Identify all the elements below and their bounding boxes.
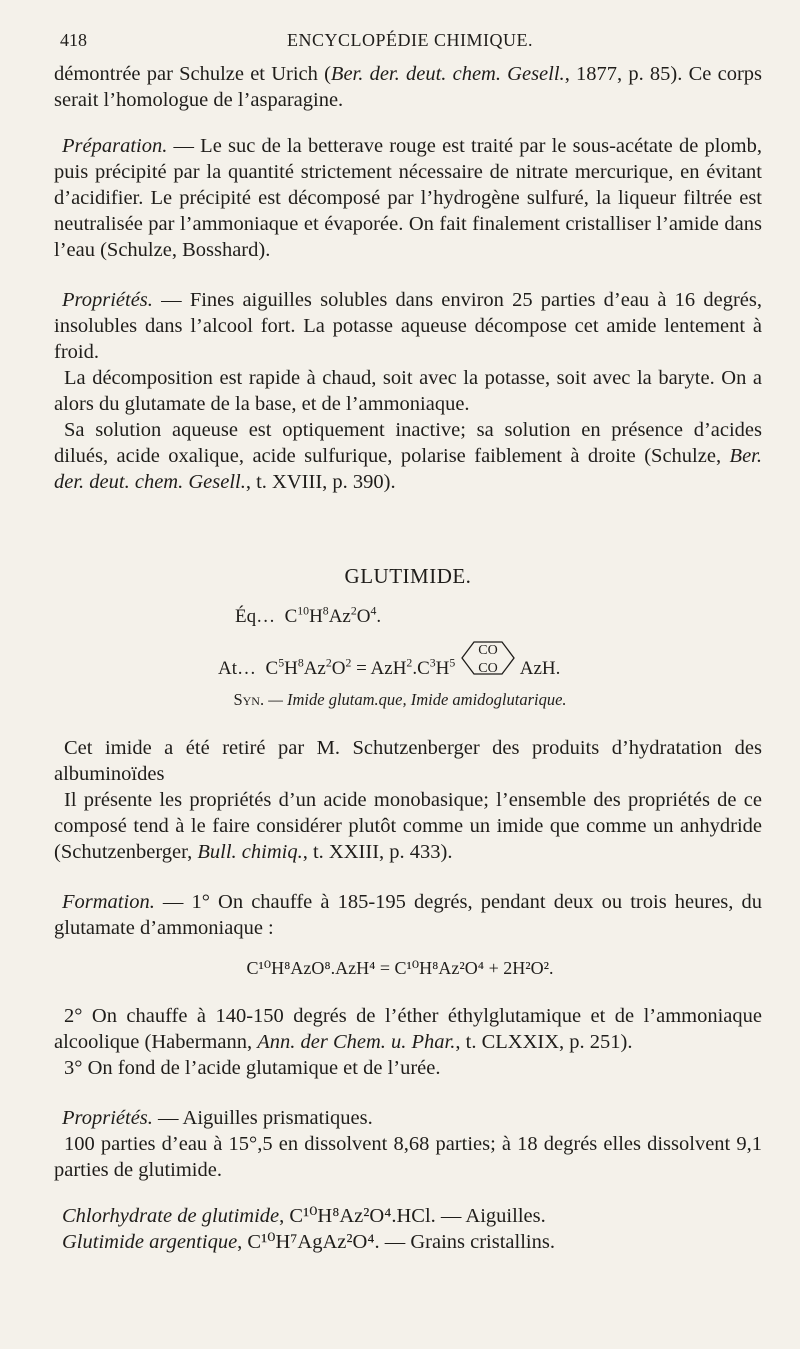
properties-2-paragraph-1: Propriétés. — Aiguilles prismatiques.	[62, 1107, 373, 1129]
co-top-label: CO	[478, 643, 498, 658]
citation: Ber. der. deut. chem. Gesell.	[330, 63, 565, 85]
page-number: 418	[60, 30, 87, 50]
main-text-block-2	[54, 735, 762, 941]
intro-paragraph: démontrée par Schulze et Urich (Ber. der. deut. chem. Gesell., 1877, p. 85). Ce corps serait l’homologue de l’asparagine.	[54, 63, 762, 111]
properties-paragraph-1: Propriétés. — Fines aiguilles solubles dans environ 25 parties d’eau à 16 degrés, insolubles dans l’alcool fort. La potasse aqueuse décompose cet amide lentement à froid.	[54, 289, 762, 363]
glutimide-heading-block	[54, 563, 762, 589]
imide-paragraph-1: Cet imide a été retiré par M. Schutzenberger des produits d’hydratation des albuminoïdes	[54, 737, 762, 785]
page-header	[60, 30, 760, 52]
main-text-block-1	[54, 61, 762, 495]
formation-label: Formation.	[62, 891, 155, 913]
ring-bracket-icon	[460, 636, 516, 680]
synonyms-line: Syn. — Imide glutam.que, Imide amidoglutarique.	[233, 690, 567, 709]
preparation-label: Préparation.	[62, 135, 168, 157]
argentique-line: Glutimide argentique, C¹⁰H⁷AgAz²O⁴. — Grains cristallins.	[62, 1231, 555, 1253]
chlorhydrate-label: Chlorhydrate de glutimide	[62, 1205, 280, 1227]
formation-paragraph-1: Formation. — 1° On chauffe à 185-195 degrés, pendant deux ou trois heures, du glutamate d’ammoniaque :	[54, 891, 762, 939]
citation: Ber. der. deut. chem. Gesell.	[54, 445, 762, 493]
imide-paragraph-2: Il présente les propriétés d’un acide monobasique; l’ensemble des propriétés de ce composé tend à le faire considérer plutôt comme un imide que comme un anhydride (Schutzenberger, Bull. chimiq., t. XXIII, p. 433).	[54, 789, 762, 863]
equivalent-formula: Éq… $C^{10}H^8Az^2O^4$.	[235, 604, 382, 627]
atomic-formula: At… $C^5H^8Az^2O^2 = AzH^2.C^3H^5$ CO CO AzH.	[218, 638, 560, 682]
main-text-block-3	[54, 1003, 762, 1255]
preparation-paragraph: Préparation. — Le suc de la betterave rouge est traité par le sous-acétate de plomb, puis précipité par la quantité strictement nécessaire de nitrate mercurique, en évitant d’acidifier. Le précipité est décomposé par l’hydrogène sulfuré, la liqueur filtrée est neutralisée par l’ammoniaque et évaporée. On fait finalement cristalliser l’amide dans l’eau (Schulze, Bosshard).	[54, 135, 762, 261]
co-bottom-label: CO	[478, 661, 498, 676]
properties-label: Propriétés.	[62, 289, 153, 311]
properties-paragraph-3: Sa solution aqueuse est optiquement inactive; sa solution en présence d’acides dilués, acide oxalique, acide sulfurique, polarise faiblement à droite (Schulze, Ber. der. deut. chem. Gesell., t. XVIII, p. 390).	[54, 419, 762, 493]
argentique-label: Glutimide argentique	[62, 1231, 238, 1253]
formation-paragraph-3: 3° On fond de l’acide glutamique et de l’urée.	[64, 1057, 441, 1079]
properties-2-paragraph-2: 100 parties d’eau à 15°,5 en dissolvent 8,68 parties; à 18 degrés elles dissolvent 9,1 parties de glutimide.	[54, 1133, 762, 1181]
citation: Bull. chimiq.	[197, 841, 303, 863]
reaction-equation: C¹⁰H⁸AzO⁸.AzH⁴ = C¹⁰H⁸Az²O⁴ + 2H²O².	[246, 958, 554, 978]
properties-label-2: Propriétés.	[62, 1107, 153, 1129]
running-title: ENCYCLOPÉDIE CHIMIQUE.	[287, 30, 533, 50]
formation-paragraph-2: 2° On chauffe à 140-150 degrés de l’éther éthylglutamique et de l’ammoniaque alcoolique (Habermann, Ann. der Chem. u. Phar., t. CLXXIX, p. 251).	[54, 1005, 762, 1053]
section-title: GLUTIMIDE.	[344, 564, 472, 588]
chlorhydrate-line: Chlorhydrate de glutimide, C¹⁰H⁸Az²O⁴.HCl. — Aiguilles.	[62, 1205, 546, 1227]
properties-paragraph-2: La décomposition est rapide à chaud, soit avec la potasse, soit avec la baryte. On a alors du glutamate de la base, et de l’ammoniaque.	[54, 367, 762, 415]
citation: Ann. der Chem. u. Phar.	[257, 1031, 456, 1053]
